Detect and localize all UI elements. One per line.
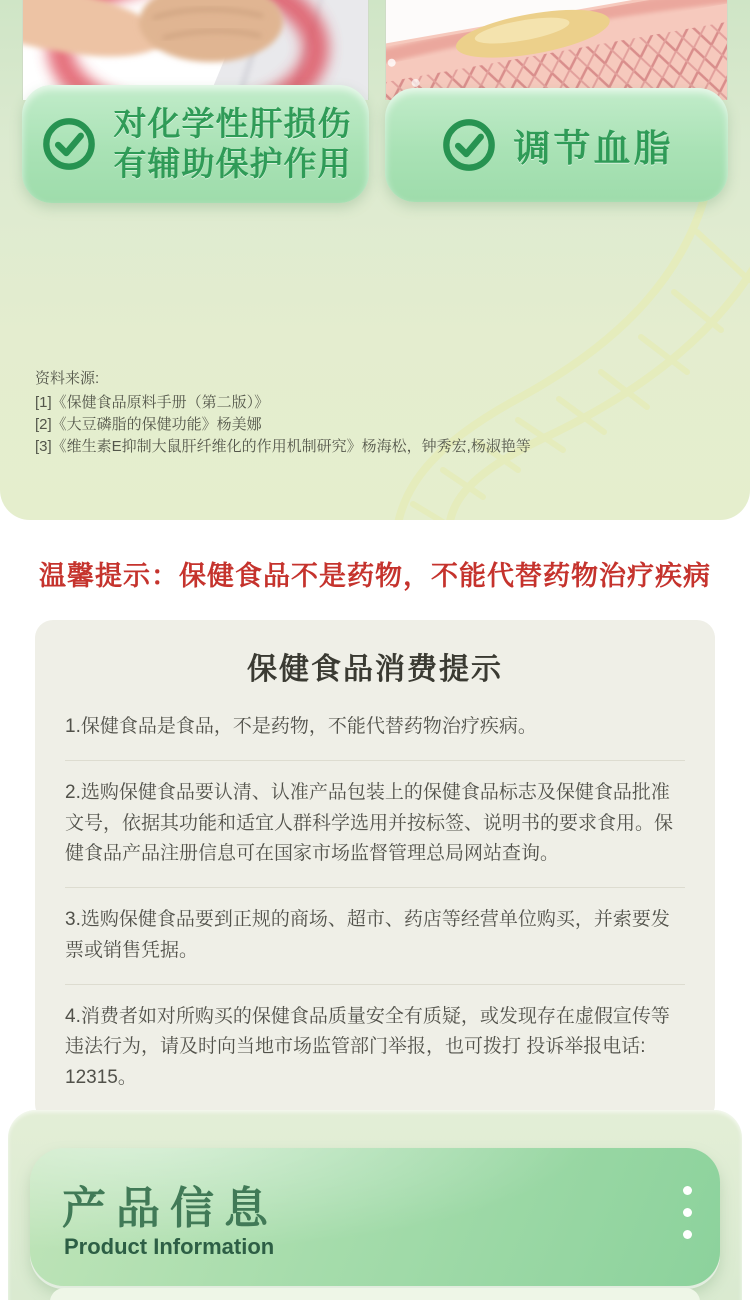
health-food-warning-text: 温馨提示：保健食品不是药物，不能代替药物治疗疾病 [39, 561, 711, 591]
reference-item: [3]《维生素E抑制大鼠肝纤维化的作用机制研究》杨海松，钟秀宏,杨淑艳等 [35, 438, 531, 455]
dot [683, 1208, 692, 1217]
benefit-pill-blood-lipid [385, 88, 728, 202]
references-title: 资料来源: [35, 370, 100, 387]
vertical-ellipsis-icon [683, 1186, 692, 1239]
dot [683, 1230, 692, 1239]
hero-section [0, 0, 750, 520]
artery-illustration [385, 0, 728, 100]
benefit-pill-liver [22, 85, 369, 203]
benefit-label-liver-line2: 有辅助保护作用 [113, 145, 352, 182]
divider [65, 760, 685, 761]
tip-item-2: 2.选购保健食品要认清、认准产品包装上的保健食品标志及保健食品批准文号，依据其功能和适宜人群科学选用并按标签、说明书的要求食用。保健食品产品注册信息可在国家市场监督管理总局网站查询。 [65, 781, 674, 865]
product-info-title: 产品信息 [62, 1184, 278, 1233]
check-circle-icon [40, 115, 98, 173]
reference-item: [1]《保健食品原料手册（第二版）》 [35, 394, 270, 411]
product-info-section [8, 1110, 742, 1300]
references-block [35, 368, 531, 458]
product-info-header [30, 1148, 720, 1286]
tip-item-1: 1.保健食品是食品，不是药物，不能代替药物治疗疾病。 [65, 716, 537, 737]
product-info-content-top [50, 1288, 700, 1300]
benefit-label-liver-line1: 对化学性肝损伤 [113, 104, 352, 142]
check-circle-icon [440, 116, 498, 174]
benefit-label-blood-lipid: 调节血脂 [513, 128, 674, 169]
reference-item: [2]《大豆磷脂的保健功能》杨美娜 [35, 416, 262, 433]
consumer-tips-box [35, 620, 715, 1122]
dna-helix-icon [366, 192, 750, 520]
divider [65, 887, 685, 888]
divider [65, 984, 685, 985]
dot [683, 1186, 692, 1195]
benefit-label-liver [114, 104, 352, 185]
tip-item-3: 3.选购保健食品要到正规的商场、超市、药店等经营单位购买，并索要发票或销售凭据。 [65, 909, 670, 961]
product-info-subtitle: Product Information [64, 1234, 275, 1259]
tip-item-4: 4.消费者如对所购买的保健食品质量安全有质疑，或发现存在虚假宣传等违法行为，请及时向当地市场监管部门举报，也可拨打 投诉举报电话: 12315。 [65, 1005, 670, 1089]
consumer-tips-title: 保健食品消费提示 [247, 653, 503, 686]
